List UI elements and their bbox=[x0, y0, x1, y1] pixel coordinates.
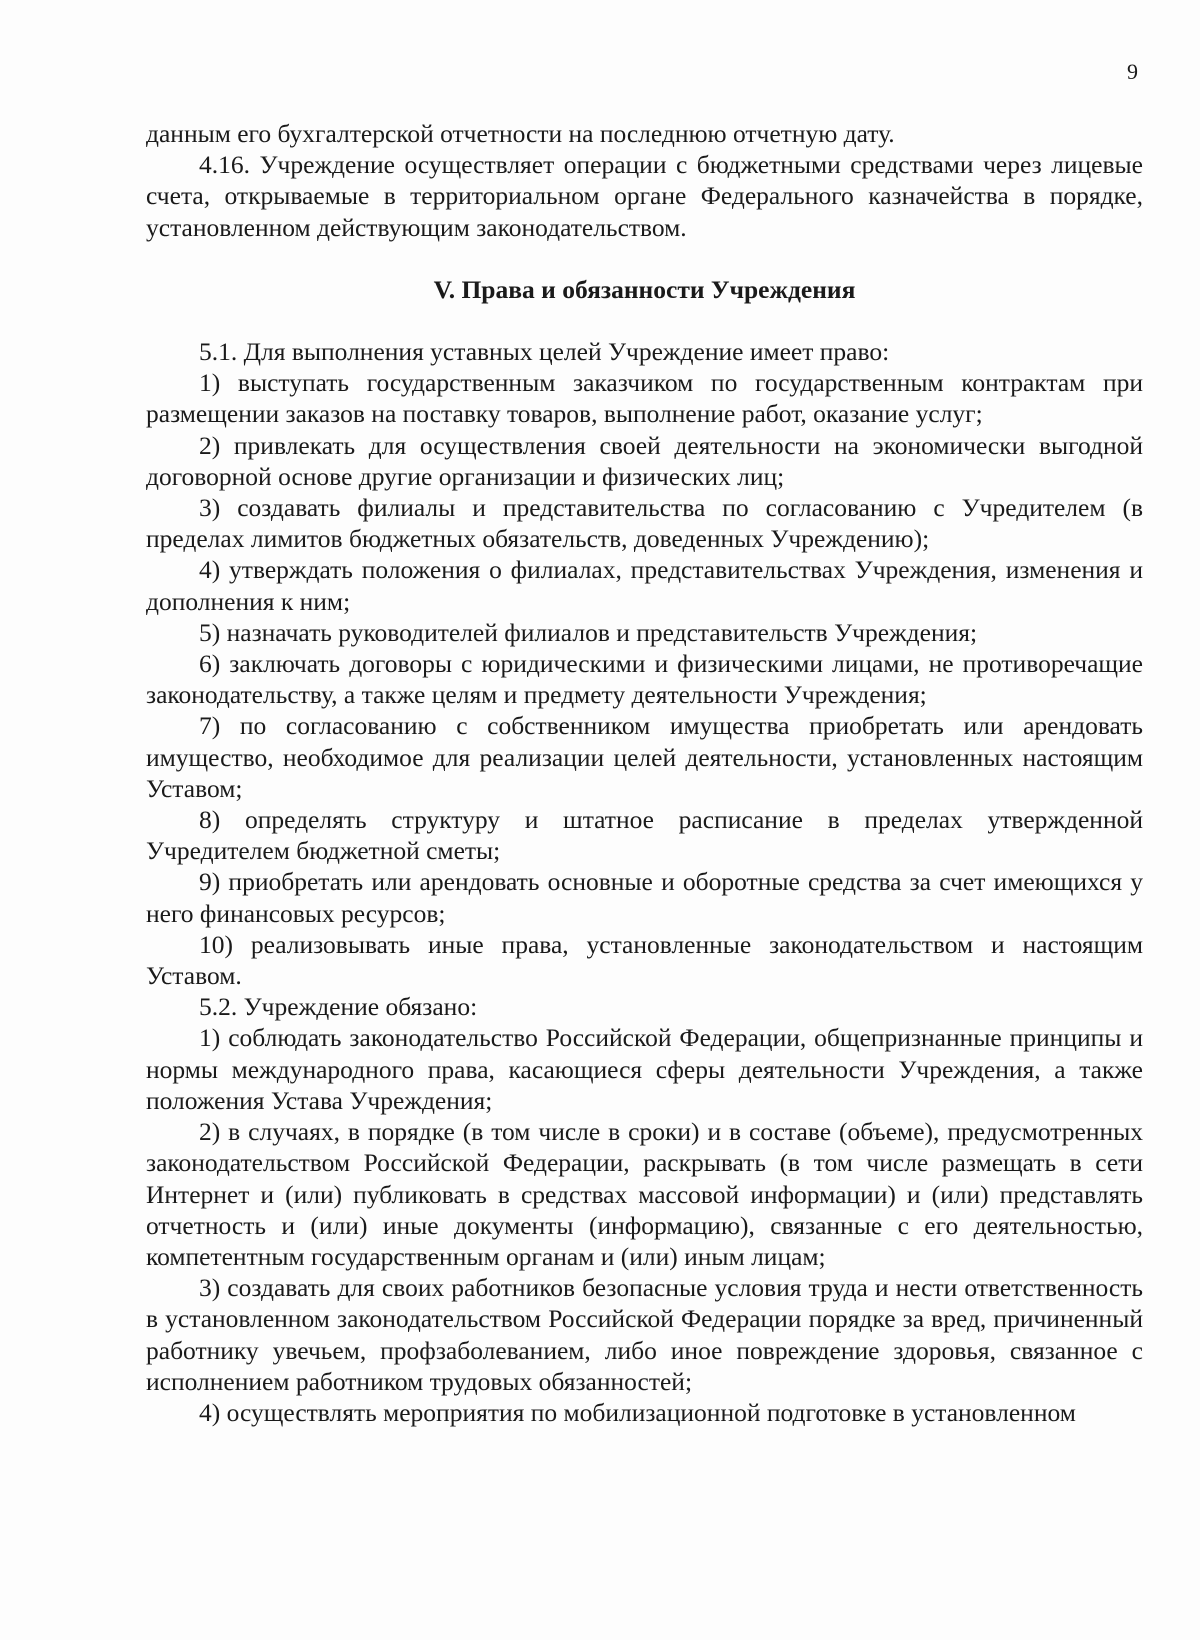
list-item-5-1-5: 5) назначать руководителей филиалов и представительств Учреждения; bbox=[199, 617, 978, 647]
list-item-5-1-10: 10) реализовывать иные права, установленные законодательством и настоящим Уставом. bbox=[146, 929, 1143, 991]
list-item-5-2-4: 4) осуществлять мероприятия по мобилизационной подготовке в установленном bbox=[199, 1397, 1076, 1427]
list-item-5-2-2: 2) в случаях, в порядке (в том числе в сроки) и в составе (объеме), предусмотренных законодательством Российской Федерации, раскрывать (в том числе размещать в сети Интернет и (или) публиковать в средствах массовой информации) и (или) представлять отчетность и (или) иные документы (информацию), связанные с его деятельностью, компетентным государственным органам и (или) иным лицам; bbox=[146, 1117, 1143, 1271]
paragraph-5-1: 5.1. Для выполнения уставных целей Учреждение имеет право: bbox=[199, 337, 890, 367]
list-item-5-1-6: 6) заключать договоры с юридическими и физическими лицами, не противоречащие законодательству, а также целям и предмету деятельности Учреждения; bbox=[146, 649, 1143, 710]
section-title: V. Права и обязанности Учреждения bbox=[433, 274, 856, 304]
list-item-5-1-4: 4) утверждать положения о филиалах, представительствах Учреждения, изменения и дополнения к ним; bbox=[146, 555, 1143, 616]
list-item-5-1-8: 8) определять структуру и штатное расписание в пределах утвержденной Учредителем бюджетной сметы; bbox=[146, 805, 1143, 866]
list-item-5-1-2: 2) привлекать для осуществления своей деятельности на экономически выгодной договорной основе другие организации и физических лиц; bbox=[146, 430, 1143, 491]
paragraph-4-16: 4.16. Учреждение осуществляет операции с бюджетными средствами через лицевые счета, открываемые в территориальном органе Федерального казначейства в порядке, установленном действующим законодательством. bbox=[146, 150, 1143, 242]
list-item-5-2-3: 3) создавать для своих работников безопасные условия труда и нести ответственность в установленном законодательством Российской Федерации порядке за вред, причиненный работнику увечьем, профзаболеванием, либо иное повреждение здоровья, связанное с исполнением работником трудовых обязанностей; bbox=[146, 1273, 1143, 1396]
list-item-5-2-1: 1) соблюдать законодательство Российской Федерации, общепризнанные принципы и нормы международного права, касающиеся сферы деятельности Учреждения, а также положения Устава Учреждения; bbox=[146, 1023, 1143, 1115]
list-item-5-1-3: 3) создавать филиалы и представительства по согласованию с Учредителем (в пределах лимитов бюджетных обязательств, доведенных Учреждению); bbox=[146, 493, 1143, 554]
page-number: 9 bbox=[1127, 59, 1138, 84]
list-item-5-1-9: 9) приобретать или арендовать основные и оборотные средства за счет имеющихся у него финансовых ресурсов; bbox=[146, 867, 1143, 928]
paragraph-continued: данным его бухгалтерской отчетности на последнюю отчетную дату. bbox=[146, 119, 895, 148]
list-item-5-1-1: 1) выступать государственным заказчиком по государственным контрактам при размещении заказов на поставку товаров, выполнение работ, оказание услуг; bbox=[146, 368, 1143, 429]
paragraph-5-2: 5.2. Учреждение обязано: bbox=[199, 992, 478, 1022]
list-item-5-1-7: 7) по согласованию с собственником имущества приобретать или арендовать имущество, необходимое для реализации целей деятельности, установленных настоящим Уставом; bbox=[146, 711, 1143, 803]
document-body bbox=[146, 118, 1143, 1428]
